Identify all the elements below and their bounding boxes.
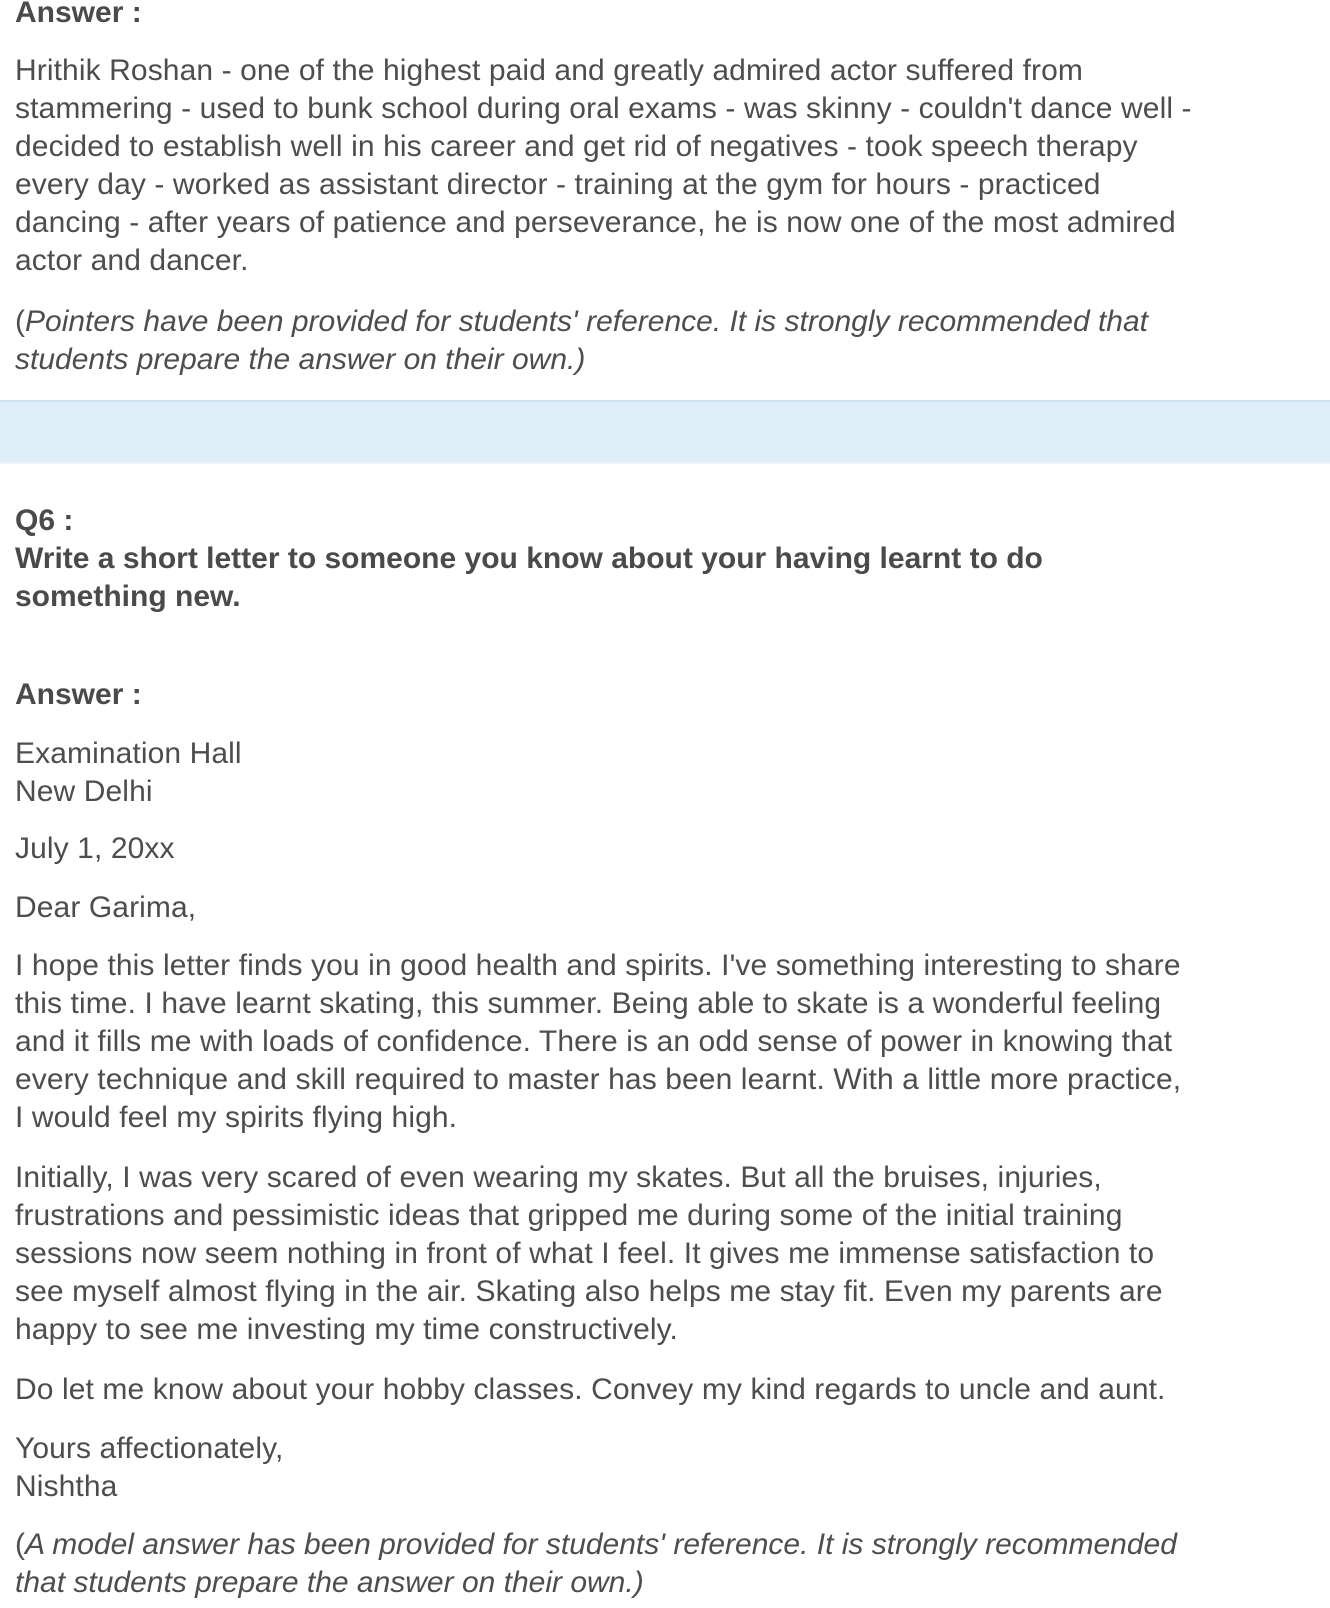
letter-closing: [15, 1430, 1310, 1506]
prev-answer-line: Hrithik Roshan - one of the highest paid and greatly admired actor suffered from: [15, 54, 1084, 87]
note-text: Pointers have been provided for students' reference. It is strongly recommended that: [25, 305, 1149, 338]
paragraph-line: and it fills me with loads of confidence. There is an odd sense of power in knowing that: [15, 1025, 1173, 1058]
prev-answer-heading: Answer :: [15, 0, 142, 29]
prev-answer-line: stammering - used to bunk school during oral exams - was skinny - couldn't dance well -: [15, 92, 1192, 125]
question-text: [15, 540, 1310, 616]
prev-answer-line: decided to establish well in his career and get rid of negatives - took speech therapy: [15, 130, 1138, 163]
question-line: something new.: [15, 580, 241, 613]
question-line: Write a short letter to someone you know about your having learnt to do: [15, 542, 1043, 575]
paragraph-line: every technique and skill required to master has been learnt. With a little more practice,: [15, 1063, 1182, 1096]
note-line: [15, 1526, 1310, 1564]
paragraph-line: I hope this letter finds you in good health and spirits. I've something interesting to share: [15, 949, 1181, 982]
section-divider: [0, 400, 1330, 464]
paragraph-line: frustrations and pessimistic ideas that gripped me during some of the initial training: [15, 1199, 1123, 1232]
note-open-paren: (: [15, 305, 25, 338]
letter-paragraph-1: [15, 947, 1310, 1137]
paragraph-line: Initially, I was very scared of even wearing my skates. But all the bruises, injuries,: [15, 1161, 1102, 1194]
letter-salutation: Dear Garima,: [15, 891, 197, 924]
answer-heading: Answer :: [15, 678, 142, 711]
closing-line: Yours affectionately,: [15, 1432, 284, 1465]
letter-paragraph-2: [15, 1159, 1310, 1349]
prev-note-line: students prepare the answer on their own.): [15, 343, 586, 376]
prev-answer-text: [15, 52, 1310, 280]
letter-date: July 1, 20xx: [15, 832, 175, 865]
prev-answer-note: [15, 303, 1310, 379]
question-label: Q6 :: [15, 504, 74, 537]
paragraph-line: sessions now seem nothing in front of what I feel. It gives me immense satisfaction to: [15, 1237, 1155, 1270]
address-line: Examination Hall: [15, 737, 242, 770]
address-line: New Delhi: [15, 775, 153, 808]
note-text: A model answer has been provided for students' reference. It is strongly recommended: [25, 1528, 1177, 1561]
prev-answer-line: actor and dancer.: [15, 244, 249, 277]
paragraph-line: happy to see me investing my time constructively.: [15, 1313, 678, 1346]
signature-line: Nishtha: [15, 1470, 118, 1503]
paragraph-line: this time. I have learnt skating, this summer. Being able to skate is a wonderful feeling: [15, 987, 1162, 1020]
paragraph-line: I would feel my spirits flying high.: [15, 1101, 458, 1134]
note-open-paren: (: [15, 1528, 25, 1561]
paragraph-line: see myself almost flying in the air. Skating also helps me stay fit. Even my parents are: [15, 1275, 1163, 1308]
letter-paragraph-3: Do let me know about your hobby classes. Convey my kind regards to uncle and aunt.: [15, 1373, 1166, 1406]
note-line: that students prepare the answer on their own.): [15, 1566, 644, 1599]
prev-answer-line: dancing - after years of patience and perseverance, he is now one of the most admired: [15, 206, 1176, 239]
letter-address: [15, 735, 1310, 811]
prev-note-line: [15, 303, 1310, 341]
prev-answer-line: every day - worked as assistant director - training at the gym for hours - practiced: [15, 168, 1101, 201]
answer-note: [15, 1526, 1310, 1602]
